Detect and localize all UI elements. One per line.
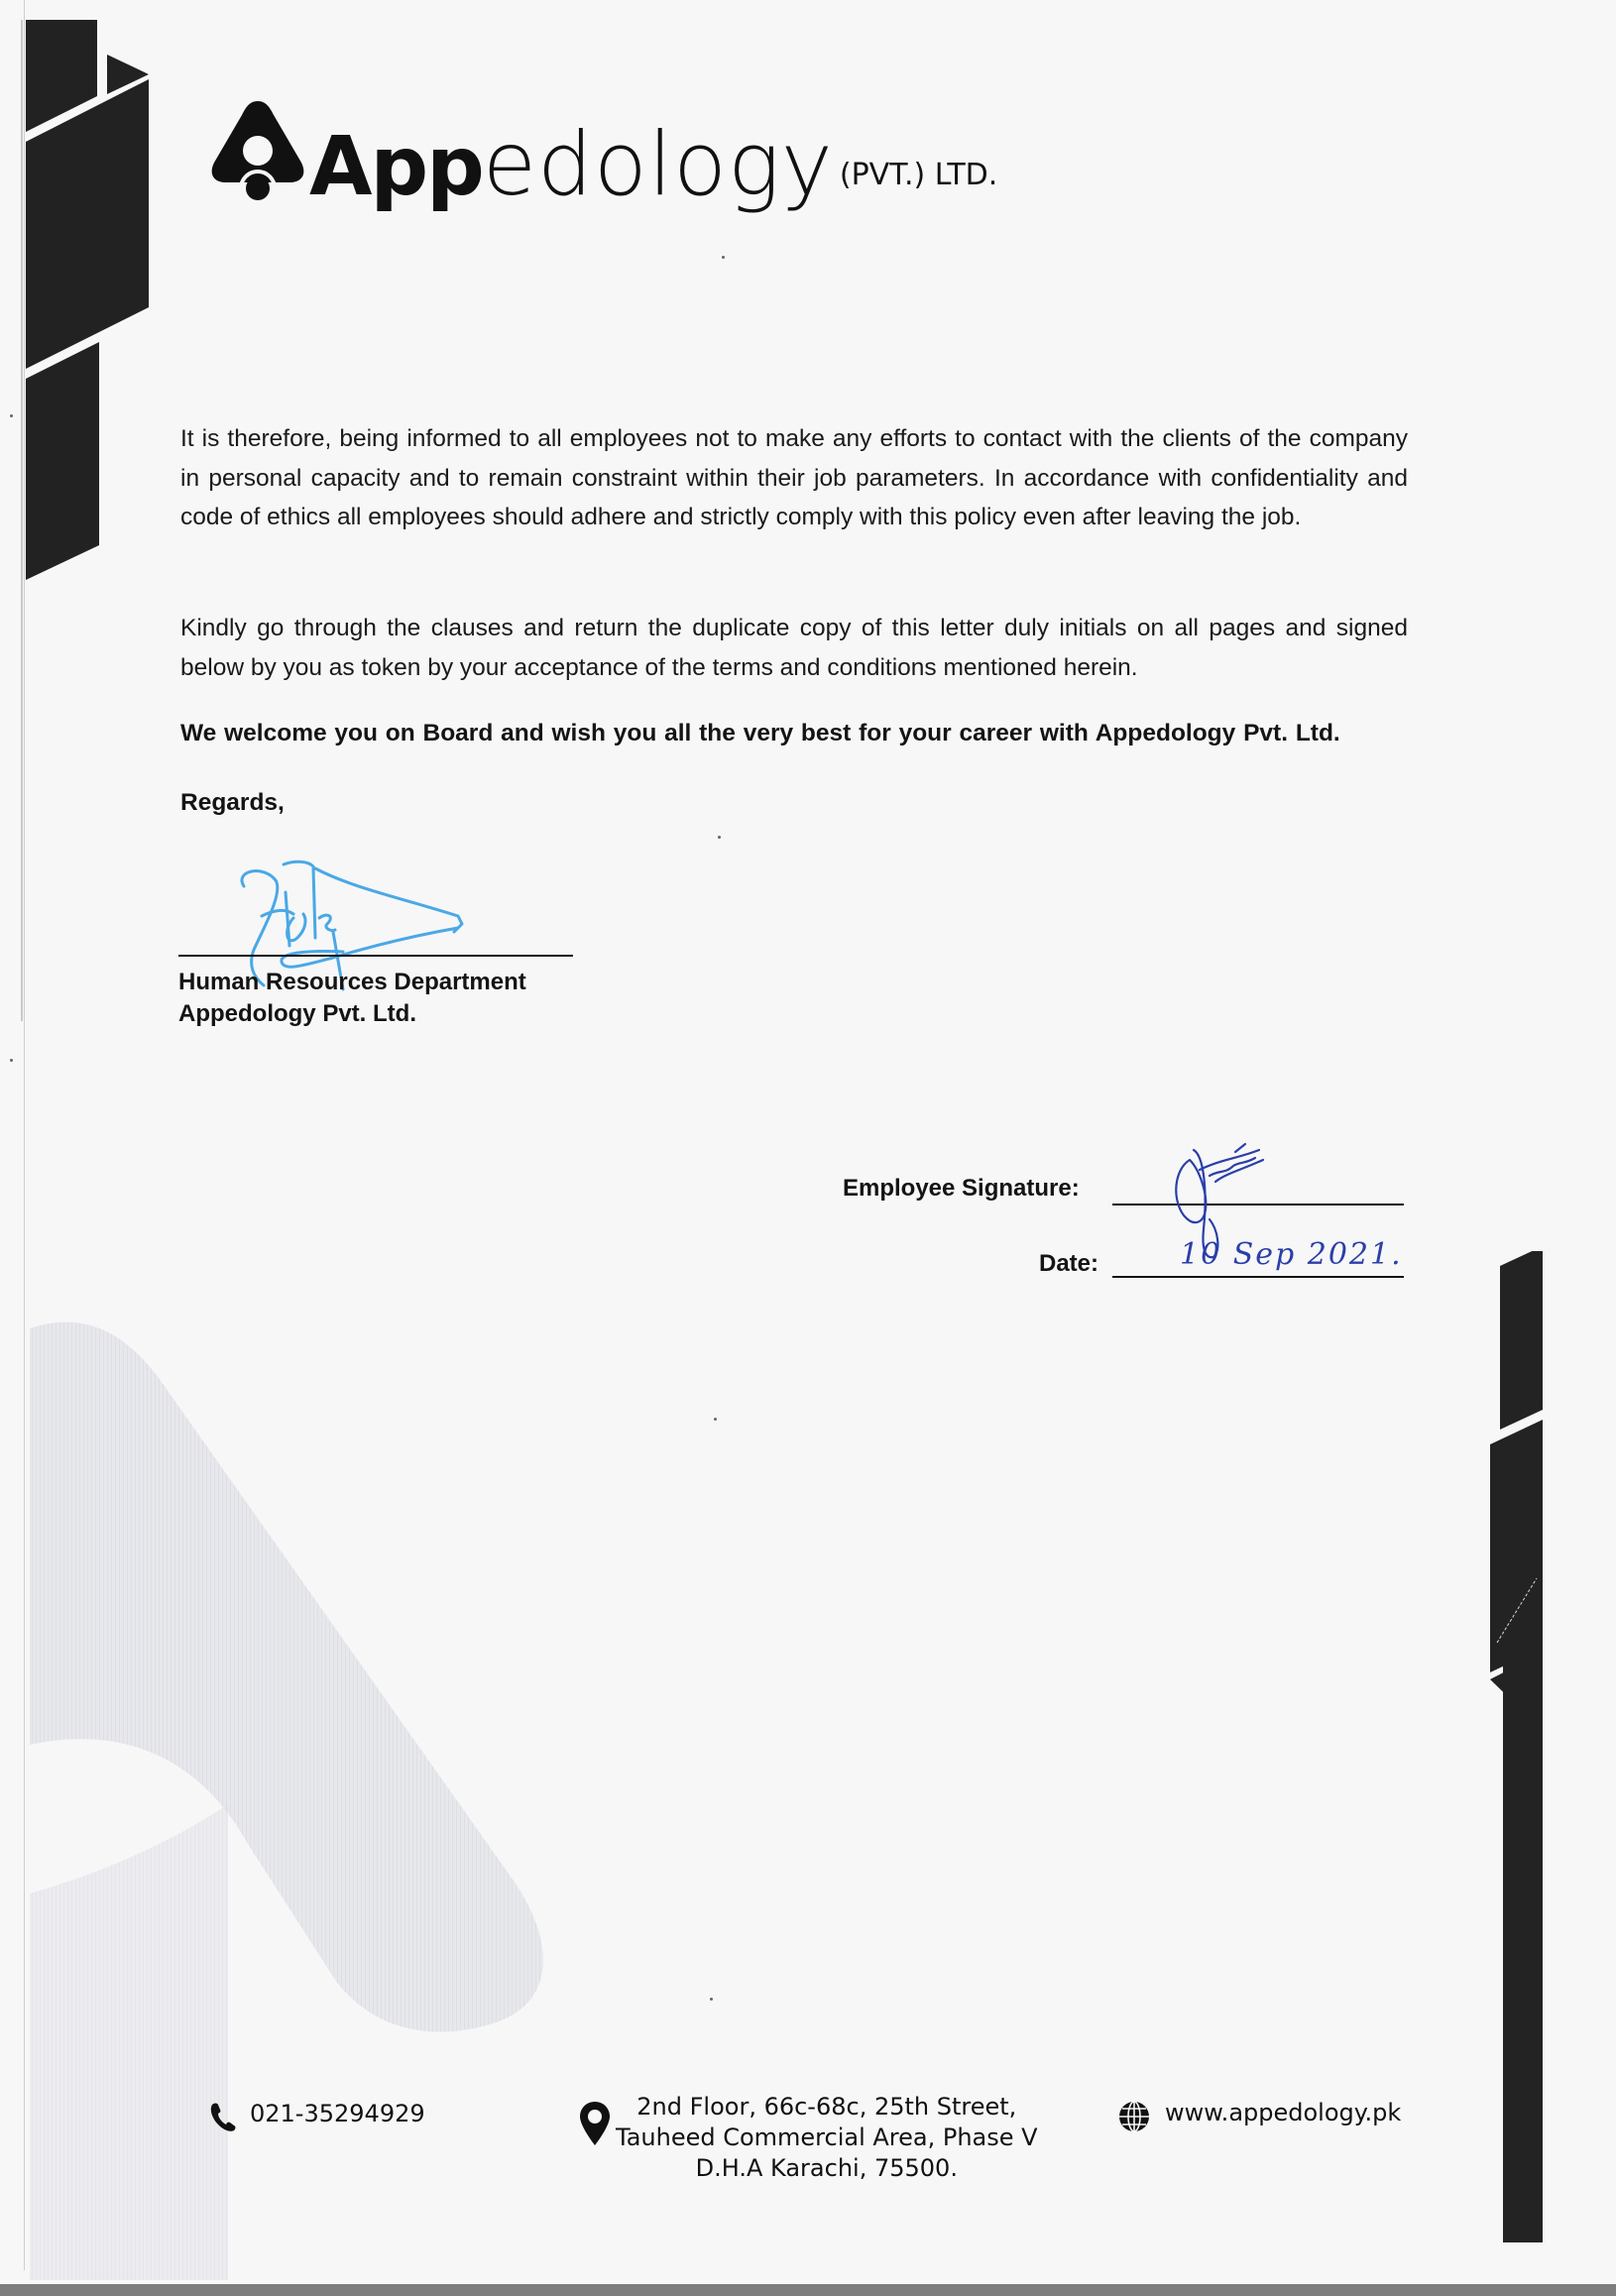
- scan-speck: [710, 1998, 713, 2001]
- right-decorative-bar: [1487, 1251, 1566, 2262]
- hr-signature-line: [178, 955, 573, 957]
- scan-speck: [10, 1059, 13, 1062]
- company-logo: [210, 91, 998, 215]
- footer-website: [1117, 2099, 1401, 2133]
- footer-phone: [208, 2100, 425, 2131]
- paragraph-text: It is therefore, being informed to all employees not to make any efforts to contact with the clients of the company in personal capacity and to remain constraint within their job parameters. In accordance with confidentiality and code of ethics all employees should adhere and strictly comply with this policy even after leaving the job.: [180, 425, 1408, 530]
- employee-signature-label: Employee Signature:: [843, 1175, 1080, 1202]
- logo-suffix: (PVT.) LTD.: [839, 158, 998, 192]
- phone-number[interactable]: 021-35294929: [250, 2100, 425, 2127]
- body-paragraph-2: [180, 609, 1408, 687]
- signatory-department: Human Resources Department: [178, 969, 526, 995]
- logo-text-bold: App: [309, 120, 483, 214]
- address-line: Tauheed Commercial Area, Phase V: [616, 2124, 1038, 2151]
- signatory-company: Appedology Pvt. Ltd.: [178, 1000, 416, 1027]
- phone-icon: [208, 2102, 236, 2131]
- logo-text-thin: edology: [482, 113, 834, 215]
- handwritten-date: 10 Sep 2021.: [1180, 1237, 1403, 1272]
- footer-address: [578, 2092, 1038, 2184]
- scan-speck: [10, 414, 13, 417]
- date-line[interactable]: [1112, 1276, 1404, 1278]
- address-text: [616, 2092, 1038, 2184]
- left-decorative-bar: [20, 20, 159, 1021]
- logo-icon: [210, 97, 305, 200]
- paragraph-text: Kindly go through the clauses and return the duplicate copy of this letter duly initials on all pages and signed below by you as token by your acceptance of the terms and conditions mentioned herein.: [180, 615, 1408, 681]
- welcome-message: We welcome you on Board and wish you all the very best for your career with Appedology Pvt. Ltd.: [180, 720, 1340, 746]
- scan-speck: [714, 1418, 717, 1421]
- scan-speck: [718, 836, 721, 839]
- logo-watermark: [0, 1289, 595, 2285]
- address-line: D.H.A Karachi, 75500.: [695, 2154, 958, 2182]
- closing-regards: Regards,: [180, 789, 285, 816]
- scanner-edge: [0, 2284, 1616, 2296]
- website-link[interactable]: www.appedology.pk: [1165, 2099, 1402, 2126]
- address-line: 2nd Floor, 66c-68c, 25th Street,: [636, 2093, 1017, 2121]
- scan-speck: [722, 256, 725, 259]
- map-pin-icon: [578, 2100, 612, 2149]
- globe-icon: [1117, 2100, 1151, 2133]
- body-paragraph-1: [180, 419, 1408, 537]
- date-label: Date:: [1039, 1250, 1099, 1277]
